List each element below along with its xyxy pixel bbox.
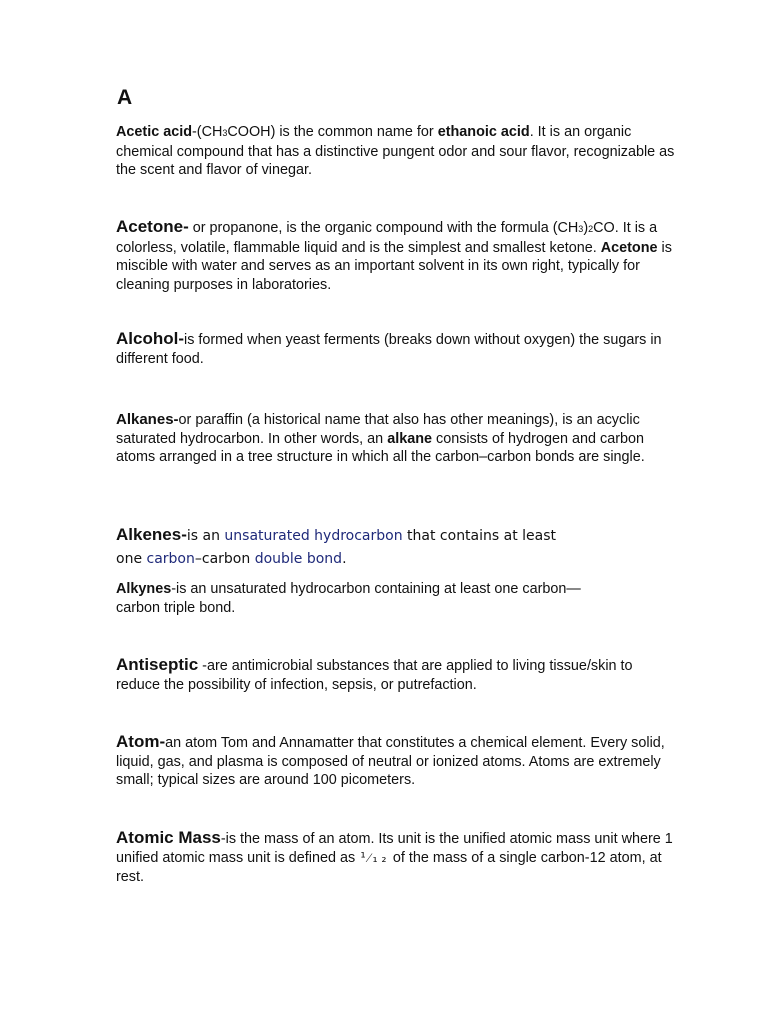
link-unsaturated-hydrocarbon[interactable]: unsaturated hydrocarbon [224,528,403,544]
alkenes-text-5: . [342,551,347,567]
term-antiseptic: Antiseptic [116,655,199,674]
atomic-mass-text-2: of the mass of a single carbon-12 atom, at rest. [116,849,662,886]
term-atom: Atom- [116,732,166,751]
alkenes-text-1: is an [186,528,225,544]
acetic-text-1: -(CH [192,124,223,140]
alkanes-text-1: or paraffin (a historical name that also has other meanings), is an acyclic saturated hydrocarbon. In other words, an [116,412,640,447]
entry-acetic-acid [116,123,676,180]
acetic-text-2: COOH) is the common name for [227,124,438,140]
acetone-subscript-2: 2 [588,224,594,234]
acetic-bold-ethanoic: ethanoic acid [437,124,530,140]
acetic-text-3: . It is an organic chemical compound that has a distinctive pungent odor and sour flavor, recognizable as the scent and flavor of vinegar. [116,124,675,179]
term-acetic-acid: Acetic acid [116,124,192,140]
acetone-text-3: CO. It is a colorless, volatile, flammable liquid and is the simplest and smallest ketone. [116,220,658,256]
alkanes-text-2: consists of hydrogen and carbon atoms arranged in a tree structure in which all the carbon–carbon bonds are single. [116,430,645,466]
entry-atom [116,733,676,790]
alkenes-text-3: one [116,551,147,567]
acetone-text-4: is miscible with water and serves as an important solvent in its own right, typically for cleaning purposes in laboratories. [116,239,672,294]
acetone-subscript-3: 3 [578,224,584,234]
term-acetone: Acetone- [116,217,189,236]
entry-alkanes [116,411,676,467]
term-atomic-mass: Atomic Mass [116,828,221,847]
term-alkanes: Alkanes- [116,411,179,428]
acetic-subscript: 3 [222,128,228,138]
alkynes-text: -is an unsaturated hydrocarbon containing at least one carbon—carbon triple bond. [116,581,581,616]
alcohol-text: is formed when yeast ferments (breaks down without oxygen) the sugars in different food. [116,332,662,367]
alkenes-line-1 [116,523,636,548]
acetone-text-1: or propanone, is the organic compound with the formula (CH [188,220,579,236]
link-double-bond[interactable]: double bond [254,551,343,567]
antiseptic-text: -are antimicrobial substances that are applied to living tissue/skin to reduce the possibility of infection, sepsis, or putrefaction. [116,658,633,693]
entry-alcohol [116,330,676,368]
atom-text: an atom Tom and Annamatter that constitutes a chemical element. Every solid, liquid, gas, and plasma is composed of neutral or ionized atoms. Atoms are extremely small; typical sizes are around 100 picometers. [116,735,665,789]
entry-atomic-mass [116,829,676,887]
alkanes-bold-alkane: alkane [387,430,432,447]
one-twelfth-fraction: ¹⁄₁₂ [359,850,389,866]
alkenes-text-4: –carbon [194,551,255,567]
acetone-text-2: ) [583,220,589,236]
term-alkenes: Alkenes- [116,525,187,544]
link-carbon[interactable]: carbon [146,551,195,567]
acetone-bold-acetone: Acetone [600,239,658,256]
section-letter-heading: A [117,86,133,109]
term-alcohol: Alcohol- [116,329,184,348]
atomic-mass-text-1: -is the mass of an atom. Its unit is the unified atomic mass unit where 1 unified atomic mass unit is defined as [116,831,673,866]
entry-alkenes [116,523,636,571]
entry-antiseptic [116,656,676,694]
entry-alkynes [116,580,586,617]
alkenes-text-2: that contains at least [402,528,557,544]
alkenes-line-2 [116,548,636,571]
term-alkynes: Alkynes [116,581,172,597]
entry-acetone [116,218,676,295]
